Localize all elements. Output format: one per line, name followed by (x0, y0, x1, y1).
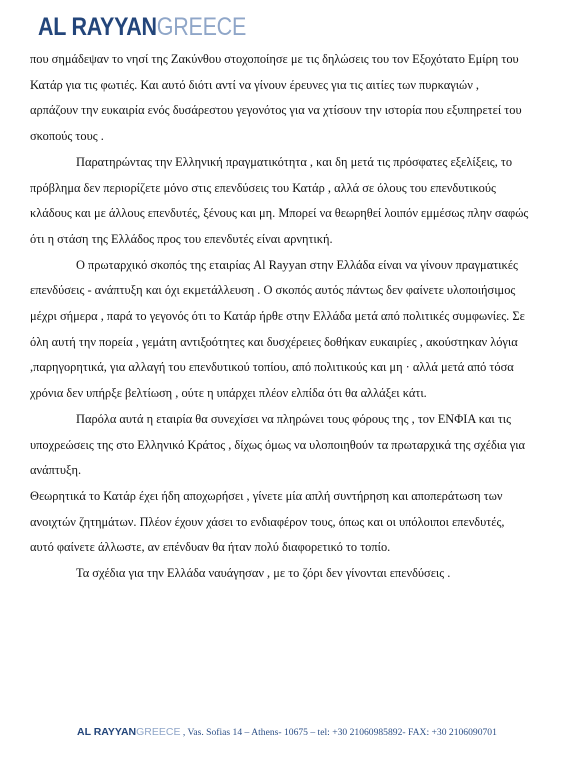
footer-address: , Vas. Sofias 14 – Athens- 10675 – tel: +30 21060985892- FAX: +30 2106090701 (180, 727, 497, 738)
paragraph-5: Θεωρητικά το Κατάρ έχει ήδη αποχωρήσει , γίνετε μία απλή συντήρηση και αποπεράτωση των ανοιχτών ζητημάτων. Πλέον έχουν χάσει το ενδιαφέρον τους, όπως και οι υπόλοιποι επενδυτές, αυτό φαίνετε άλλωστε, αν επένδυαν θα ήταν πολύ διαφορετικό το τοπίο. (30, 488, 505, 555)
footer-logo-bold: AL RAYYAN (77, 726, 137, 738)
company-logo (38, 14, 246, 40)
logo-light-text: GREECE (156, 13, 247, 41)
logo-bold-text: AL RAYYAN (38, 13, 157, 41)
paragraph-3: Ο πρωταρχικό σκοπός της εταιρίας Al Rayyan στην Ελλάδα είναι να γίνουν πραγματικές επενδύσεις - ανάπτυξη και όχι εκμετάλλευση . Ο σκοπός αυτός πάντως δεν φαίνετε υλοποιήσιμος μέχρι σήμερα , παρά το γεγονός ότι το Κατάρ ήρθε στην Ελλάδα μετά από πολιτικές συμφωνίες. Σε όλη αυτή την πορεία , γεμάτη αντιξοότητες και δυσχέρειες δοθήκαν ευκαιρίες , ακούστηκαν λόγια ,παρηγορητικά, για αλλαγή του επενδυτικού τοπίου, από πολιτικούς και μη · αλλά μετά από τόσα χρόνια δεν υπήρξε βελτίωση , ούτε η υπάρχει πλέον ελπίδα ότι θα αλλάξει κάτι. (30, 257, 525, 401)
footer-logo (77, 726, 180, 738)
paragraph-4: Παρόλα αυτά η εταιρία θα συνεχίσει να πληρώνει τους φόρους της , τον ΕΝΦΙΑ και τις υποχρεώσεις της στο Ελληνικό Κράτος , δίχως όμως να υλοποιηθούν τα πρωταρχικά της σχέδια για ανάπτυξη. (30, 411, 526, 478)
paragraph-2: Παρατηρώντας την Ελληνική πραγματικότητα , και δη μετά τις πρόσφατες εξελίξεις, το πρόβλημα δεν περιορίζετε μόνο στις επενδύσεις του Κατάρ , αλλά σε όλους του επενδυτικούς κλάδους και με άλλους επενδυτές, ξένους και μη. Μπορεί να θεωρηθεί λοιπόν εμμέσως πλην σαφώς ότι η στάση της Ελλάδος προς του επενδυτές είναι αρνητική. (30, 154, 529, 246)
paragraph-1: που σημάδεψαν το νησί της Ζακύνθου στοχοποίησε με τις δηλώσεις του τον Εξοχότατο Εμίρη του Κατάρ για τις φωτιές. Και αυτό διότι αντί να γίνουν έρευνες για τις αιτίες των πυρκαγιών , αρπάζουν την ευκαιρία ενός δυσάρεστου γεγονότος για να χτίσουν την ιστορία που εξυπηρετεί του σκοπούς τους . (30, 52, 522, 144)
page-footer (77, 726, 497, 738)
document-body (30, 47, 530, 587)
paragraph-6: Τα σχέδια για την Ελλάδα ναυάγησαν , με το ζόρι δεν γίνονται επενδύσεις . (76, 566, 451, 581)
footer-logo-light: GREECE (136, 726, 181, 738)
